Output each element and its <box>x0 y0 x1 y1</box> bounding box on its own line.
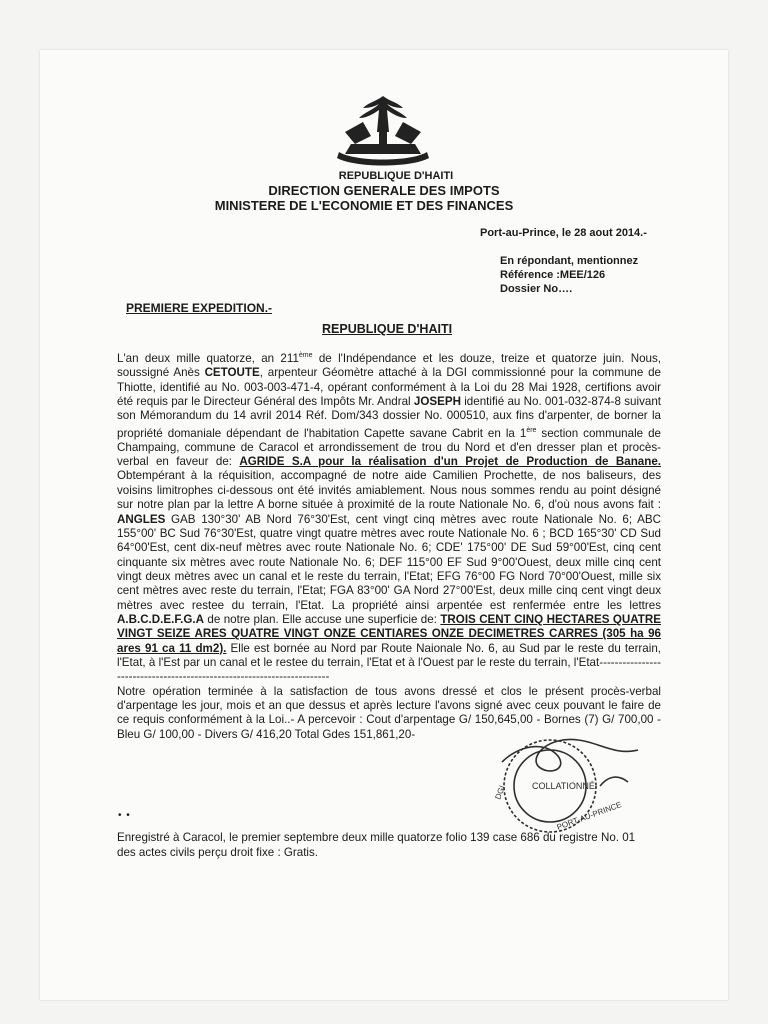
registration-text: Enregistré à Caracol, le premier septembre deux mille quatorze folio 139 case 686 du registre No. 01 des actes civils perçu droit fixe : Gratis. <box>117 831 636 859</box>
stamp-top-text: PORT-AU-PRINCE <box>555 800 623 832</box>
surveyor-name: CETOUTE <box>204 366 260 380</box>
coat-of-arms-icon <box>325 92 441 170</box>
text-run: Elle est bornée au Nord par Route Naionale No. 6, au Sud par le reste du terrain, l'Etat, à l'Est par un canal et le restee du terrain, l'Etat et à l'Ouest par le reste du terrain, l'Etat----------------------------------------------------------------------- <box>117 641 661 684</box>
survey-paragraph <box>117 349 661 685</box>
text-run: de notre plan. Elle accuse une superficie de: <box>203 612 441 626</box>
reference-block <box>500 254 638 296</box>
place-date: Port-au-Prince, le 28 aout 2014.- <box>480 227 647 239</box>
superscript: ème <box>298 352 313 359</box>
text-run: L'an deux mille quatorze, an 211 <box>117 351 299 365</box>
ministry-heading: MINISTERE DE L'ECONOMIE ET DES FINANCES <box>214 198 514 213</box>
boundary-letters: A.B.C.D.E.F.G.A <box>117 612 204 626</box>
stamp-mid-text: COLLATIONNÉ <box>532 781 595 791</box>
angles-label: ANGLES <box>117 512 166 526</box>
closing-paragraph: Notre opération terminée à la satisfaction de tous avons dressé et clos le présent procès-verbal d'arpentage les jour, mois et an que dessus et après lecture l'avons signé avec ceux pouvant le faire de ce requis conformément à la Loi..- A percevoir : Cout d'arpentage G/ 150,645,00 - Bornes (7) G/ 700,00 - Bleu G/ 100,00 - Divers G/ 416,20 Total Gdes 151,861,20- <box>117 684 661 741</box>
superscript: ère <box>526 426 537 434</box>
reply-line: En répondant, mentionnez <box>500 255 639 267</box>
text-run: , arpenteur Géomètre attaché à la DGI commissionné pour la commune de Thiotte, identifié au No. 003-003-471-4, opérant conformément à la Loi du 28 Mai 1928, certifions avoir été requis par le Directeur Général des Impôts Mr. Andral <box>117 366 661 408</box>
document-title: REPUBLIQUE D'HAITI <box>322 322 453 336</box>
dossier-line: Dossier No…. <box>500 283 573 295</box>
republic-heading: REPUBLIQUE D'HAITI <box>338 170 454 182</box>
reference-line: Référence :MEE/126 <box>500 269 606 281</box>
text-run: section communale de Champaing, commune de Caracol et arrondissement de trou du Nord et d'en dresser plan et procès-verbal en faveur de: <box>117 426 661 469</box>
official-stamp-icon <box>488 716 648 836</box>
text-run: identifié au No. 001-032-874-8 suivant son Mémorandum du 14 avril 2014 Réf. Dom/343 dossier No. 000510, aux fins d'arpenter, de borner la propriété domaniale dépendant de l'habitation Capette savane Cabrit en la 1 <box>117 394 661 440</box>
survey-report-text <box>117 349 661 742</box>
area-statement: TROIS CENT CINQ HECTARES QUATRE VINGT SEIZE ARES QUATRE VINGT ONZE CENTIARES ONZE DECIMETRES CARRES (305 ha 96 ares 91 ca 11 dm2). <box>117 612 661 655</box>
director-name: JOSEPH <box>413 394 461 408</box>
stamp-left-text: DGI <box>493 784 507 801</box>
separator-dots: • • <box>118 810 131 821</box>
text-run: de l'Indépendance et les douze, treize et quatorze juin. Nous, soussigné Anès <box>117 351 661 380</box>
expedition-heading: PREMIERE EXPEDITION.- <box>126 301 273 315</box>
direction-heading: DIRECTION GENERALE DES IMPOTS <box>268 183 500 198</box>
text-run: Obtempérant à la réquisition, accompagné de notre aide Camilien Prochette, de nos baliseurs, des voisins limitrophes ci-dessous ont été invités amiablement. Nous nous sommes rendu au point désigné sur notre plan par la lettre A borne située à proximité de la route Nationale No. 6, d'où nous avons fait : <box>117 469 661 512</box>
beneficiary-name: AGRIDE S.A pour la réalisation d'un Projet de Production de Banane. <box>239 455 661 469</box>
text-run: GAB 130°30' AB Nord 76°30'Est, cent vingt cinq mètres avec route Nationale No. 6; ABC 155°00' BC Sud 76°30'Est, quatre vingt quatre mètres avec route Nationale No. 6 ; BCD 165°30' CD Sud 64°00'Est, cent dix-neuf mètres avec route Nationale No. 6; CDE' 175°00' DE Sud 59°00'Est, cinq cent cinquante six mètres avec route Nationale No. 6; DEF 115°00 EF Sud 9°00'Ouest, deux mille cinq cent vingt deux mètres avec un canal et le reste du terrain, l'Etat; EFG 76°00 FG Nord 70°00'Ouest, mille six cent mètres avec reste du terrain, l'Etat; FGA 83°00' GA Nord 27°00'Est, deux mille cinq cent vingt deux mètres avec restee du terrain, l'Etat. La propriété ainsi arpentée est renfermée entre les lettres <box>117 512 661 612</box>
